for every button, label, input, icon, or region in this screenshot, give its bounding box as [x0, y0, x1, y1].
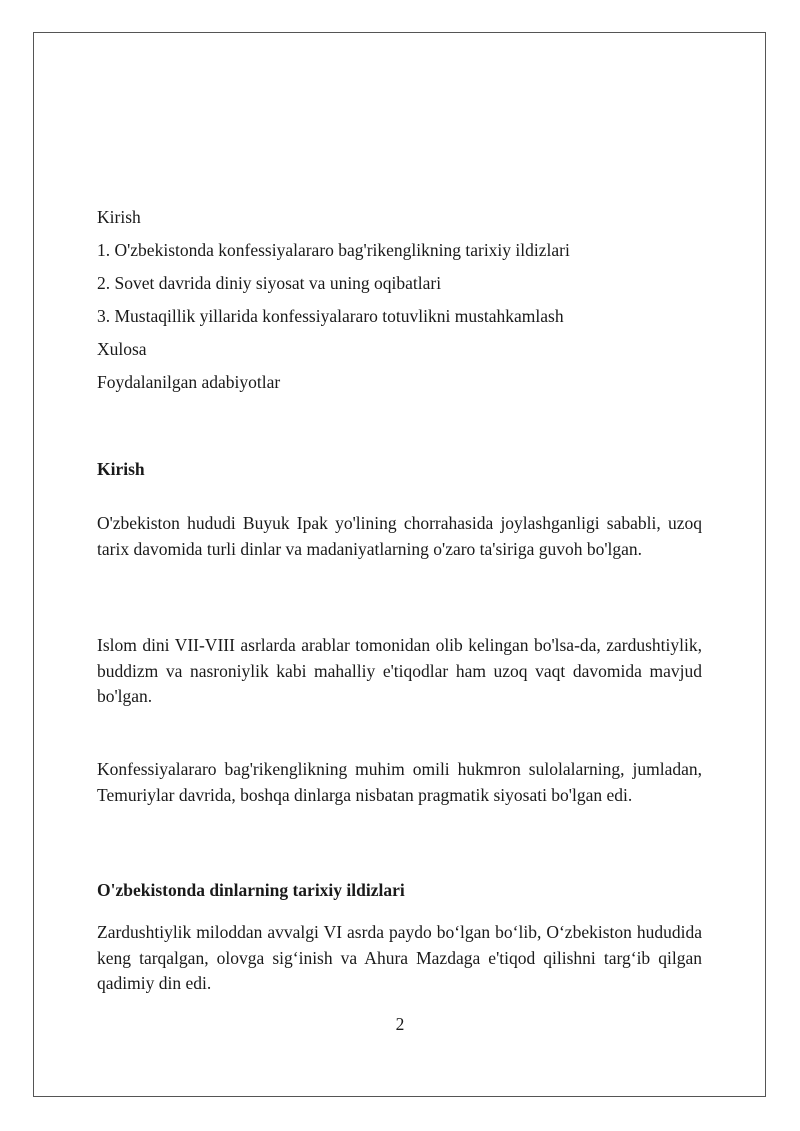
intro-paragraph: O'zbekiston hududi Buyuk Ipak yo'lining chorrahasida joylashganligi sababli, uzoq tarix davomida turli dinlar va madaniyatlarning o'zaro ta'siriga guvoh bo'lgan.: [97, 513, 702, 559]
section-heading-historical-roots: O'zbekistonda dinlarning tarixiy ildizlari: [97, 880, 405, 900]
toc-item-intro: Kirish: [97, 207, 141, 227]
section-heading-intro: Kirish: [97, 459, 145, 479]
toc-item-conclusion: Xulosa: [97, 339, 147, 359]
toc-item-1: 1. O'zbekistonda konfessiyalararo bag'rikenglikning tarixiy ildizlari: [97, 240, 570, 260]
intro-paragraph: Islom dini VII-VIII asrlarda arablar tomonidan olib kelingan bo'lsa-da, zardushtiylik, buddizm va nasroniylik kabi mahalliy e'tiqodlar ham uzoq vaqt davomida mavjud bo'lgan.: [97, 635, 702, 706]
toc-item-3: 3. Mustaqillik yillarida konfessiyalararo totuvlikni mustahkamlash: [97, 306, 564, 326]
intro-paragraph: Konfessiyalararo bag'rikenglikning muhim omili hukmron sulolalarning, jumladan, Temuriylar davrida, boshqa dinlarga nisbatan pragmatik siyosati bo'lgan edi.: [97, 759, 702, 805]
toc-item-2: 2. Sovet davrida diniy siyosat va uning oqibatlari: [97, 273, 442, 293]
page-number: 2: [395, 1014, 405, 1034]
toc-item-references: Foydalanilgan adabiyotlar: [97, 372, 281, 392]
section-paragraph: Zardushtiylik miloddan avvalgi VI asrda paydo bo‘lgan bo‘lib, O‘zbekiston hududida keng tarqalgan, olovga sig‘inish va Ahura Mazdaga e'tiqod qilishni targ‘ib qilgan qadimiy din edi.: [97, 922, 702, 993]
table-of-contents: [97, 201, 702, 399]
